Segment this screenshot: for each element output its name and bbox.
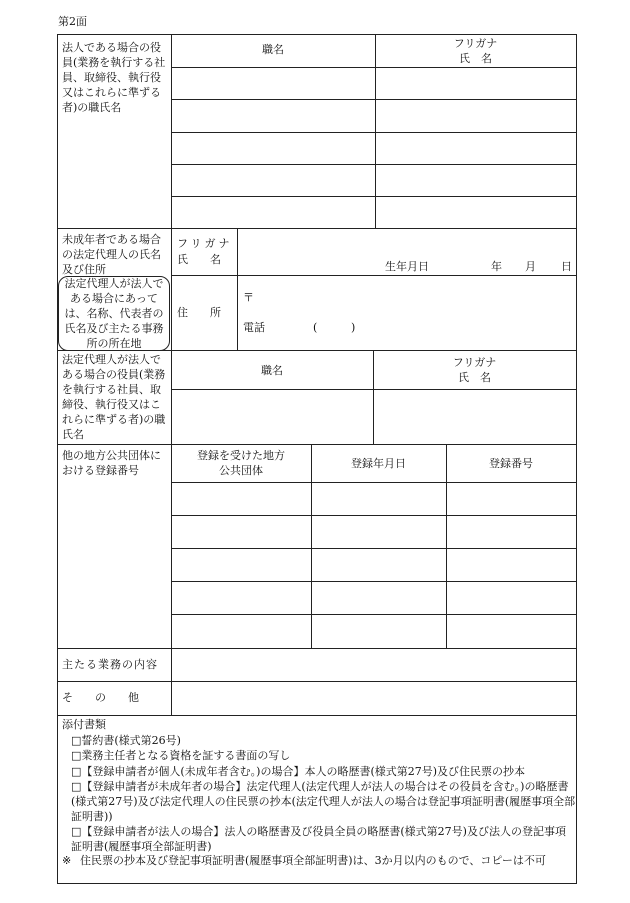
attachment-item: □【登録申請者が未成年者の場合】法定代理人(法定代理人が法人の場合はその役員を含む。)の略歴書(様式第27号)及び法定代理人の住民票の抄本(法定代理人が法人の場合は登記事項証明書(履歴事項全部証明書)) [71,780,576,823]
sec2-postal-mark: 〒 [243,291,254,304]
sec2-address-label: 住 所 [177,306,221,319]
sec2-birth-label: 生年月日 [385,260,429,273]
sec1-col-name: 氏 名 [459,52,492,65]
attachments-note: 住民票の抄本及び登記事項証明書(履歴事項全部証明書)は、3か月以内のもので、コピーは不可 [80,854,546,867]
sec4-col-date: 登録年月日 [351,457,406,470]
sec2-note: 法定代理人が法人である場合にあっては、名称、代表者の氏名及び主たる事務所の所在地 [64,277,164,350]
attachment-item: □誓約書(様式第26号) [71,734,181,747]
sec6-label: そ の 他 [62,691,139,704]
sec2-year: 年 [491,260,502,273]
sec3-col-name: 氏 名 [458,371,491,384]
attachment-item: □【登録申請者が個人(未成年者含む。)の場合】本人の略歴書(様式第27号)及び住民票の抄本 [71,765,526,778]
sec1-col-furigana: フリガナ [453,37,498,50]
sec2-name-label: 氏 名 [177,253,221,266]
sec2-furigana-label: フリガナ [177,237,233,250]
sec4-col-authority: 登録を受けた地方公共団体 [197,449,285,477]
sec2-day: 日 [561,260,572,273]
sec1-col-title: 職名 [262,43,284,56]
sec2-month: 月 [525,260,536,273]
attachment-item: □【登録申請者が法人の場合】法人の略歴書及び役員全員の略歴書(様式第27号)及び法人の登記事項証明書(履歴事項全部証明書) [71,825,566,853]
sec2-phone-label: 電話 [243,321,265,334]
sec5-label: 主たる業務の内容 [62,658,158,671]
sec4-label: 他の地方公共団体における登録番号 [62,449,161,477]
sec2-label: 未成年者である場合の法定代理人の氏名及び住所 [62,233,161,276]
sec3-label: 法定代理人が法人である場合の役員(業務を執行する社員、取締役、執行役又はこれらに準ずる者)の職氏名 [62,353,166,441]
sec3-col-title: 職名 [261,364,283,377]
sec4-col-number: 登録番号 [489,457,533,470]
note-mark: ※ [62,854,72,867]
attachment-item: □業務主任者となる資格を証する書面の写し [71,749,291,762]
sec3-col-furigana: フリガナ [452,356,497,369]
page-label: 第2面 [58,15,87,28]
sec2-phone-open: ( [313,321,318,334]
attachments-title: 添付書類 [62,718,106,731]
sec1-label: 法人である場合の役員(業務を執行する社員、取締役、執行役又はこれらに準ずる者)の職氏名 [62,41,166,114]
sec2-phone-close: ) [351,321,356,334]
